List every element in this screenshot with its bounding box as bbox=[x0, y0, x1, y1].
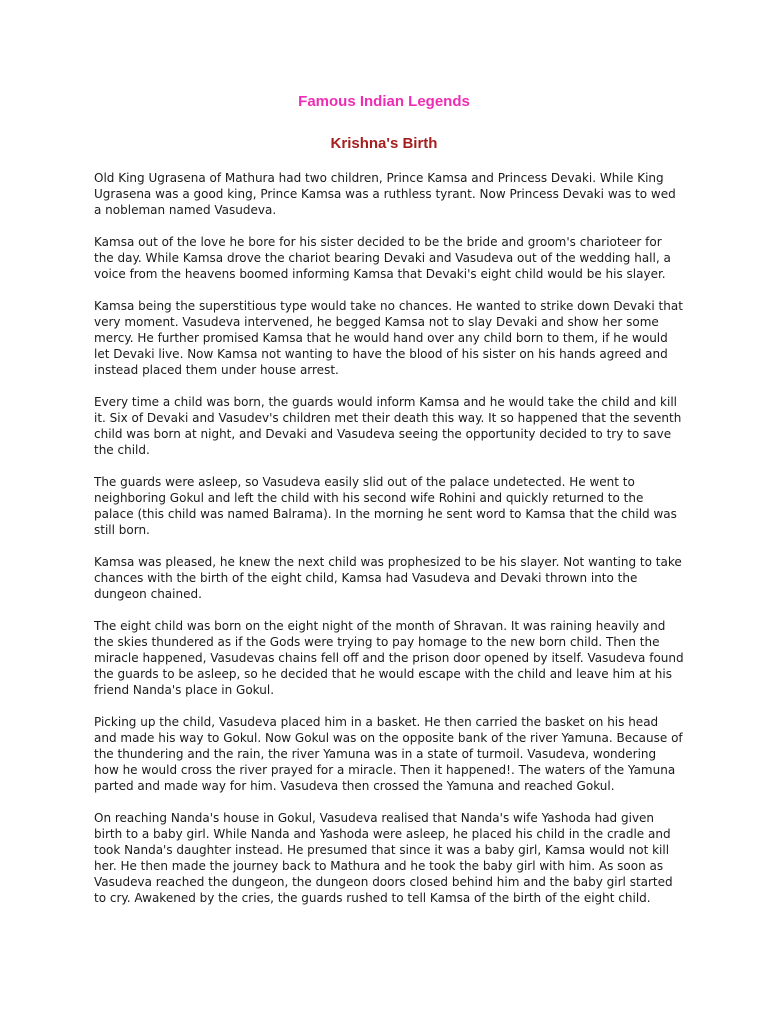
paragraph-8: Picking up the child, Vasudeva placed him in a basket. He then carried the basket on his head and made his way to Gokul. Now Gokul was on the opposite bank of the river Yamuna. Because of the thundering and the rain, the river Yamuna was in a state of turmoil. Vasudeva, wondering how he would cross the river prayed for a miracle. Then it happened!. The waters of the Yamuna parted and made way for him. Vasudeva then crossed the Yamuna and reached Gokul. bbox=[94, 715, 683, 793]
paragraph-9: On reaching Nanda's house in Gokul, Vasudeva realised that Nanda's wife Yashoda had given birth to a baby girl. While Nanda and Yashoda were asleep, he placed his child in the cradle and took Nanda's daughter instead. He presumed that since it was a baby girl, Kamsa would not kill her. He then made the journey back to Mathura and he took the baby girl with him. As soon as Vasudeva reached the dungeon, the dungeon doors closed behind him and the baby girl started to cry. Awakened by the cries, the guards rushed to tell Kamsa of the birth of the eight child. bbox=[94, 811, 673, 905]
story-title: Krishna's Birth bbox=[330, 135, 438, 152]
paragraph-4: Every time a child was born, the guards would inform Kamsa and he would take the child and kill it. Six of Devaki and Vasudev's children met their death this way. It so happened that the seventh child was born at night, and Devaki and Vasudeva seeing the opportunity decided to try to save the child. bbox=[94, 395, 682, 457]
paragraph-6: Kamsa was pleased, he knew the next child was prophesized to be his slayer. Not wanting to take chances with the birth of the eight child, Kamsa had Vasudeva and Devaki thrown into the dungeon chained. bbox=[94, 555, 682, 601]
paragraph-1: Old King Ugrasena of Mathura had two children, Prince Kamsa and Princess Devaki. While King Ugrasena was a good king, Prince Kamsa was a ruthless tyrant. Now Princess Devaki was to wed a nobleman named Vasudeva. bbox=[94, 171, 676, 217]
paragraph-3: Kamsa being the superstitious type would take no chances. He wanted to strike down Devaki that very moment. Vasudeva intervened, he begged Kamsa not to slay Devaki and show her some mercy. He further promised Kamsa that he would hand over any child born to them, if he would let Devaki live. Now Kamsa not wanting to have the blood of his sister on his hands agreed and instead placed them under house arrest. bbox=[94, 299, 683, 377]
paragraph-2: Kamsa out of the love he bore for his sister decided to be the bride and groom's charioteer for the day. While Kamsa drove the chariot bearing Devaki and Vasudeva out of the wedding hall, a voice from the heavens boomed informing Kamsa that Devaki's eight child would be his slayer. bbox=[94, 235, 671, 281]
document-title: Famous Indian Legends bbox=[298, 93, 470, 110]
paragraph-7: The eight child was born on the eight night of the month of Shravan. It was raining heavily and the skies thundered as if the Gods were trying to pay homage to the new born child. Then the miracle happened, Vasudevas chains fell off and the prison door opened by itself. Vasudeva found the guards to be asleep, so he decided that he would escape with the child and leave him at his friend Nanda's place in Gokul. bbox=[94, 619, 684, 697]
paragraph-5: The guards were asleep, so Vasudeva easily slid out of the palace undetected. He went to neighboring Gokul and left the child with his second wife Rohini and quickly returned to the palace (this child was named Balrama). In the morning he sent word to Kamsa that the child was still born. bbox=[94, 475, 677, 537]
story-body bbox=[94, 170, 684, 922]
